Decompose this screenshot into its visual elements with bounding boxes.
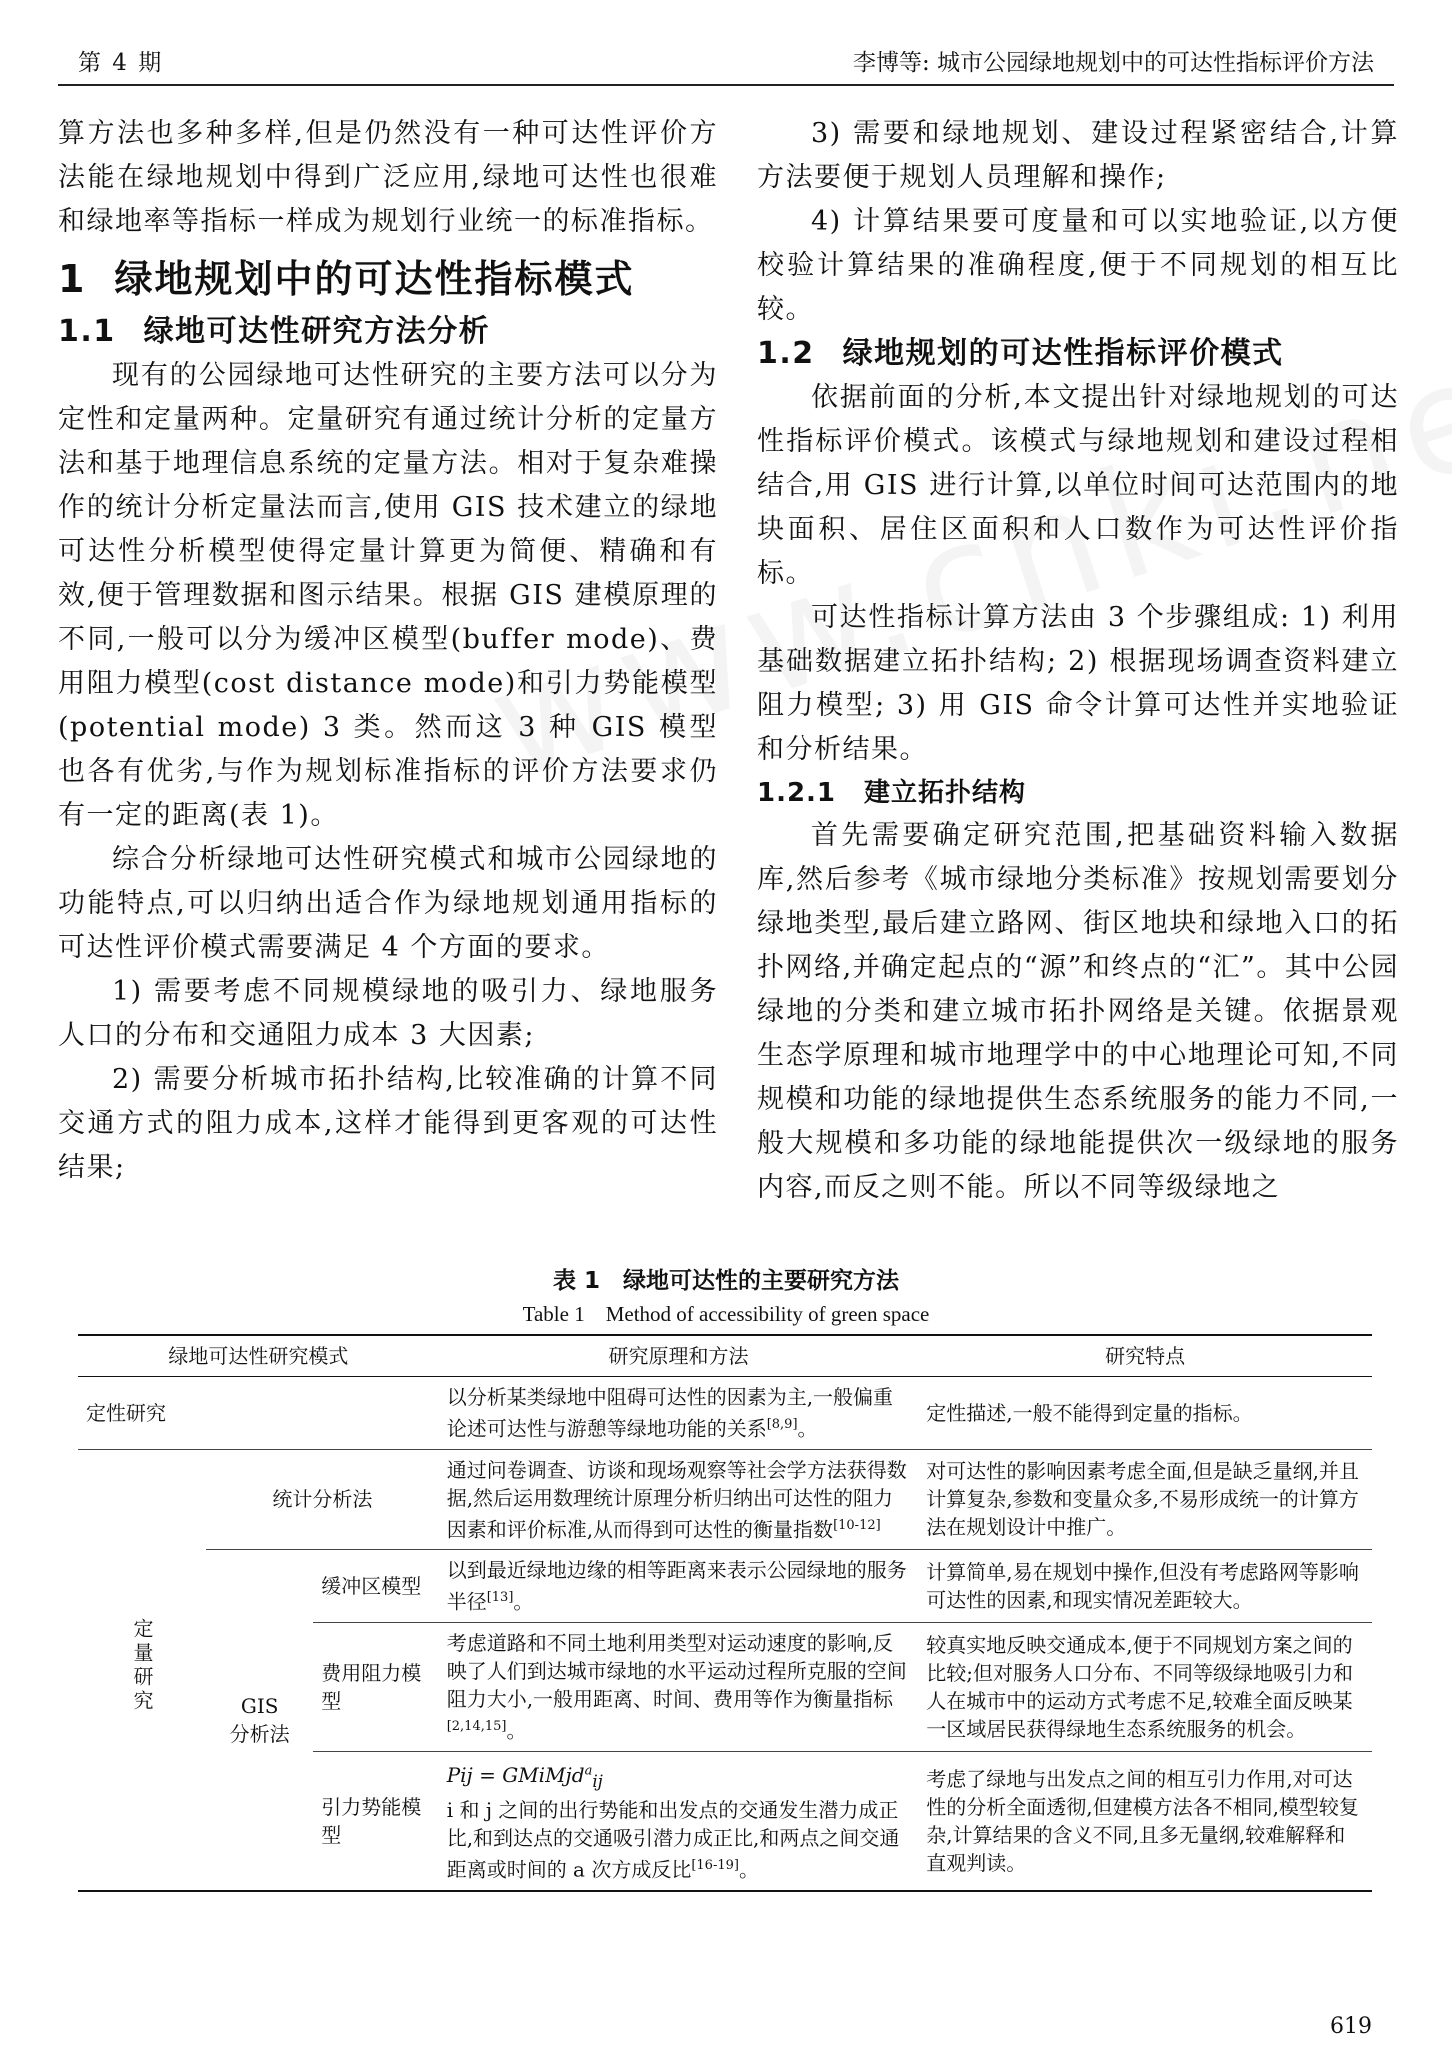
- section-heading: [58, 252, 718, 306]
- method-text: 通过问卷调查、访谈和现场观察等社会学方法获得数据,然后运用数理统计原理分析归纳出可达性的阻力因素和评价标准,从而得到可达性的衡量指数: [446, 1457, 907, 1542]
- paragraph: 可达性指标计算方法由 3 个步骤组成: 1) 利用基础数据建立拓扑结构; 2) 根据现场调查资料建立阻力模型; 3) 用 GIS 命令计算可达性并实地验证和分析结果。: [757, 602, 1399, 765]
- issue-number: 第 4 期: [78, 50, 164, 76]
- category-label: 定量研究: [130, 1618, 154, 1715]
- paragraph: 依据前面的分析,本文提出针对绿地规划的可达性指标评价模式。该模式与绿地规划和建设过程相结合,用 GIS 进行计算,以单位时间可达范围内的地块面积、居住区面积和人口数作为可达性评价指标。: [757, 382, 1399, 589]
- feature-cell: 对可达性的影响因素考虑全面,但是缺乏量纲,并且计算复杂,参数和变量众多,不易形成统一的计算方法在规划设计中推广。: [918, 1449, 1372, 1550]
- method-cell: 以分析某类绿地中阻碍可达性的因素为主,一般偏重论述可达性与游憩等绿地功能的关系[8,9]。: [446, 1385, 894, 1441]
- table-row: [78, 1550, 1372, 1623]
- formula: [447, 1758, 911, 1797]
- formula-text: Pij = GMiMjd: [446, 1763, 585, 1788]
- subsection-number: 1.2: [757, 336, 815, 371]
- method-cell: 考虑道路和不同土地利用类型对运动速度的影响,反映了人们到达城市绿地的水平运动过程所克服的空间阻力大小,一般用距离、时间、费用等作为衡量指标[2,14,15]。: [446, 1630, 907, 1743]
- running-title: 李博等: 城市公园绿地规划中的可达性指标评价方法: [852, 50, 1374, 76]
- table-header: 研究特点: [1105, 1344, 1186, 1368]
- table-header: 绿地可达性研究模式: [168, 1344, 349, 1368]
- category-label: 分析法: [229, 1722, 290, 1747]
- right-column: [757, 112, 1399, 1210]
- gis-label-cell: [206, 1550, 313, 1891]
- method-text: 以到最近绿地边缘的相等距离来表示公园绿地的服务半径: [446, 1558, 907, 1614]
- feature-cell: 较真实地反映交通成本,便于不同规划方案之间的比较;但对服务人口分布、不同等级绿地吸引力和人在城市中的运动方式考虑不足,较难全面反映某一区域居民获得绿地生态系统服务的机会。: [926, 1632, 1353, 1741]
- model-label: 引力势能模型: [321, 1794, 422, 1847]
- subsection-heading: [757, 332, 1399, 376]
- citation: [13]: [486, 1590, 514, 1606]
- left-column: [58, 112, 718, 1190]
- feature-cell: 考虑了绿地与出发点之间的相互引力作用,对可达性的分析全面透彻,但建模方法各不相同,模型较复杂,计算结果的含义不同,且多无量纲,较难解释和直观判读。: [926, 1766, 1359, 1875]
- category-label: 定性研究: [86, 1400, 166, 1425]
- feature-cell: 计算简单,易在规划中操作,但没有考虑路网等影响可达性的因素,和现实情况差距较大。: [926, 1560, 1359, 1613]
- list-item: 2) 需要分析城市拓扑结构,比较准确的计算不同交通方式的阻力成本,这样才能得到更客观的可达性结果;: [58, 1064, 718, 1183]
- method-cell: Pij = GMiMjd$^a_{ij}$ i 和 j 之间的出行势能和出发点的交通发生潜力成正比,和到达点的交通吸引潜力成正比,和两点之间交通距离或时间的 a 次方成反比[16-19]。: [439, 1751, 919, 1891]
- table-caption-en: Table 1 Method of accessibility of green space: [522, 1302, 930, 1326]
- formula-subscript: ij: [592, 1772, 603, 1792]
- table-row: [78, 1377, 1372, 1450]
- category-label: 统计分析法: [206, 1449, 439, 1550]
- model-label: 费用阻力模型: [321, 1660, 422, 1713]
- list-item: 3) 需要和绿地规划、建设过程紧密结合,计算方法要便于规划人员理解和操作;: [757, 118, 1399, 193]
- subsection-number: 1.1: [58, 314, 116, 349]
- method-text: 考虑道路和不同土地利用类型对运动速度的影响,反映了人们到达城市绿地的水平运动过程所克服的空间阻力大小,一般用距离、时间、费用等作为衡量指标: [446, 1630, 907, 1711]
- subsection-title: 绿地可达性研究方法分析: [143, 314, 491, 349]
- table-header: 研究原理和方法: [608, 1344, 749, 1368]
- table-row: [78, 1449, 1372, 1550]
- paragraph: 算方法也多种多样,但是仍然没有一种可达性评价方法能在绿地规划中得到广泛应用,绿地可达性也很难和绿地率等指标一样成为规划行业统一的标准指标。: [58, 118, 718, 237]
- page-number: 619: [1330, 2014, 1372, 2039]
- methods-table: [78, 1334, 1372, 1892]
- method-text: 以分析某类绿地中阻碍可达性的因素为主,一般偏重论述可达性与游憩等绿地功能的关系: [446, 1385, 894, 1441]
- list-item: 1) 需要考虑不同规模绿地的吸引力、绿地服务人口的分布和交通阻力成本 3 大因素;: [58, 976, 718, 1051]
- list-item: 4) 计算结果要可度量和可以实地验证,以方便校验计算结果的准确程度,便于不同规划的相互比较。: [757, 206, 1399, 325]
- method-cell: 以到最近绿地边缘的相等距离来表示公园绿地的服务半径[13]。: [446, 1558, 907, 1614]
- section-title: 绿地规划中的可达性指标模式: [114, 257, 635, 301]
- quantitative-label-cell: [78, 1449, 206, 1891]
- formula-exponent: a: [584, 1763, 593, 1779]
- table-caption-cn: 表 1 绿地可达性的主要研究方法: [552, 1268, 899, 1294]
- citation: [16-19]: [691, 1858, 739, 1874]
- citation: [2,14,15]: [446, 1718, 507, 1734]
- feature-cell: 定性描述,一般不能得到定量的指标。: [926, 1400, 1253, 1425]
- category-label: GIS: [240, 1694, 279, 1719]
- paragraph: 首先需要确定研究范围,把基础资料输入数据库,然后参考《城市绿地分类标准》按规划需要划分绿地类型,最后建立路网、街区地块和绿地入口的拓扑网络,并确定起点的“源”和终点的“汇”。其中公园绿地的分类和建立城市拓扑网络是关键。依据景观生态学原理和城市地理学中的中心地理论可知,不同规模和功能的绿地提供生态系统服务的能力不同,一般大规模和多功能的绿地能提供次一级绿地的服务内容,而反之则不能。所以不同等级绿地之: [757, 820, 1399, 1203]
- citation: [8,9]: [766, 1417, 798, 1432]
- model-label: 缓冲区模型: [321, 1574, 422, 1599]
- header-rule: [58, 84, 1394, 86]
- subsection-title: 绿地规划的可达性指标评价模式: [842, 336, 1284, 371]
- method-text: i 和 j 之间的出行势能和出发点的交通发生潜力成正比,和到达点的交通吸引潜力成正比,和两点之间交通距离或时间的 a 次方成反比: [446, 1798, 900, 1882]
- method-cell: [439, 1449, 919, 1550]
- paragraph: 现有的公园绿地可达性研究的主要方法可以分为定性和定量两种。定量研究有通过统计分析的定量方法和基于地理信息系统的定量方法。相对于复杂难操作的统计分析定量法而言,使用 GIS 技术建立的绿地可达性分析模型使得定量计算更为简便、精确和有效,便于管理数据和图示结果。根据 GIS 建模原理的不同,一般可以分为缓冲区模型(buffer mode)、费用阻力模型(cost distance mode)和引力势能模型(potential mode) 3 类。然而这 3 种 GIS 模型也各有优劣,与作为规划标准指标的评价方法要求仍有一定的距离(表 1)。: [58, 360, 718, 831]
- subsubsection-number: 1.2.1: [757, 778, 837, 808]
- citation: [10-12]: [833, 1517, 881, 1533]
- subsubsection-heading: [757, 772, 1399, 814]
- section-number: 1: [58, 257, 87, 301]
- subsubsection-title: 建立拓扑结构: [864, 778, 1027, 808]
- subsection-heading: [58, 310, 718, 354]
- paragraph: 综合分析绿地可达性研究模式和城市公园绿地的功能特点,可以归纳出适合作为绿地规划通用指标的可达性评价模式需要满足 4 个方面的要求。: [58, 844, 718, 963]
